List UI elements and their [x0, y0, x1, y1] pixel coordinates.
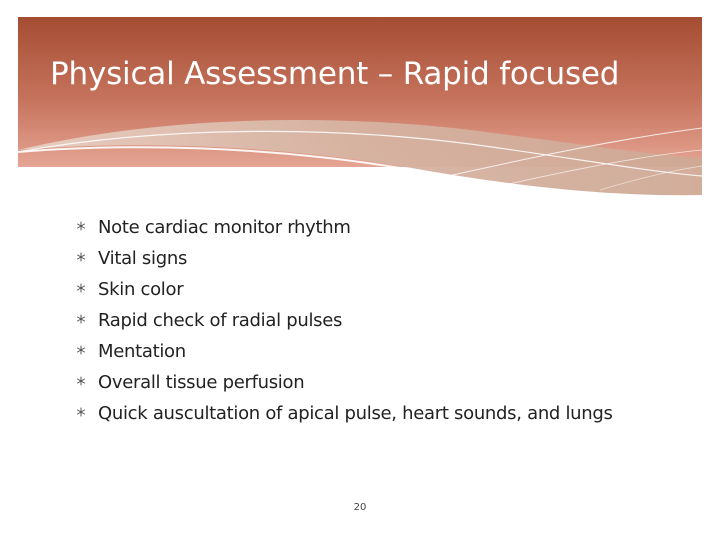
asterisk-icon	[76, 314, 86, 324]
list-item	[76, 277, 656, 302]
bullet-text: Note cardiac monitor rhythm	[98, 217, 351, 238]
list-item	[76, 401, 656, 426]
bullet-text: Mentation	[98, 341, 186, 362]
list-item	[76, 215, 656, 240]
asterisk-icon	[76, 252, 86, 262]
bullet-list	[76, 215, 656, 426]
bullet-text: Vital signs	[98, 248, 188, 269]
bullet-text: Skin color	[98, 279, 184, 300]
list-item	[76, 308, 656, 333]
asterisk-icon	[76, 407, 86, 417]
list-item	[76, 339, 656, 364]
bullet-text: Quick auscultation of apical pulse, heart sounds, and lungs	[98, 403, 613, 424]
list-item	[76, 246, 656, 271]
asterisk-icon	[76, 283, 86, 293]
bullet-text: Rapid check of radial pulses	[98, 310, 343, 331]
page-number: 20	[353, 502, 367, 513]
slide-title: Physical Assessment – Rapid focused	[50, 56, 620, 92]
asterisk-icon	[76, 376, 86, 386]
header-banner	[0, 0, 720, 210]
list-item	[76, 370, 656, 395]
bullet-text: Overall tissue perfusion	[98, 372, 305, 393]
asterisk-icon	[76, 345, 86, 355]
asterisk-icon	[76, 221, 86, 231]
